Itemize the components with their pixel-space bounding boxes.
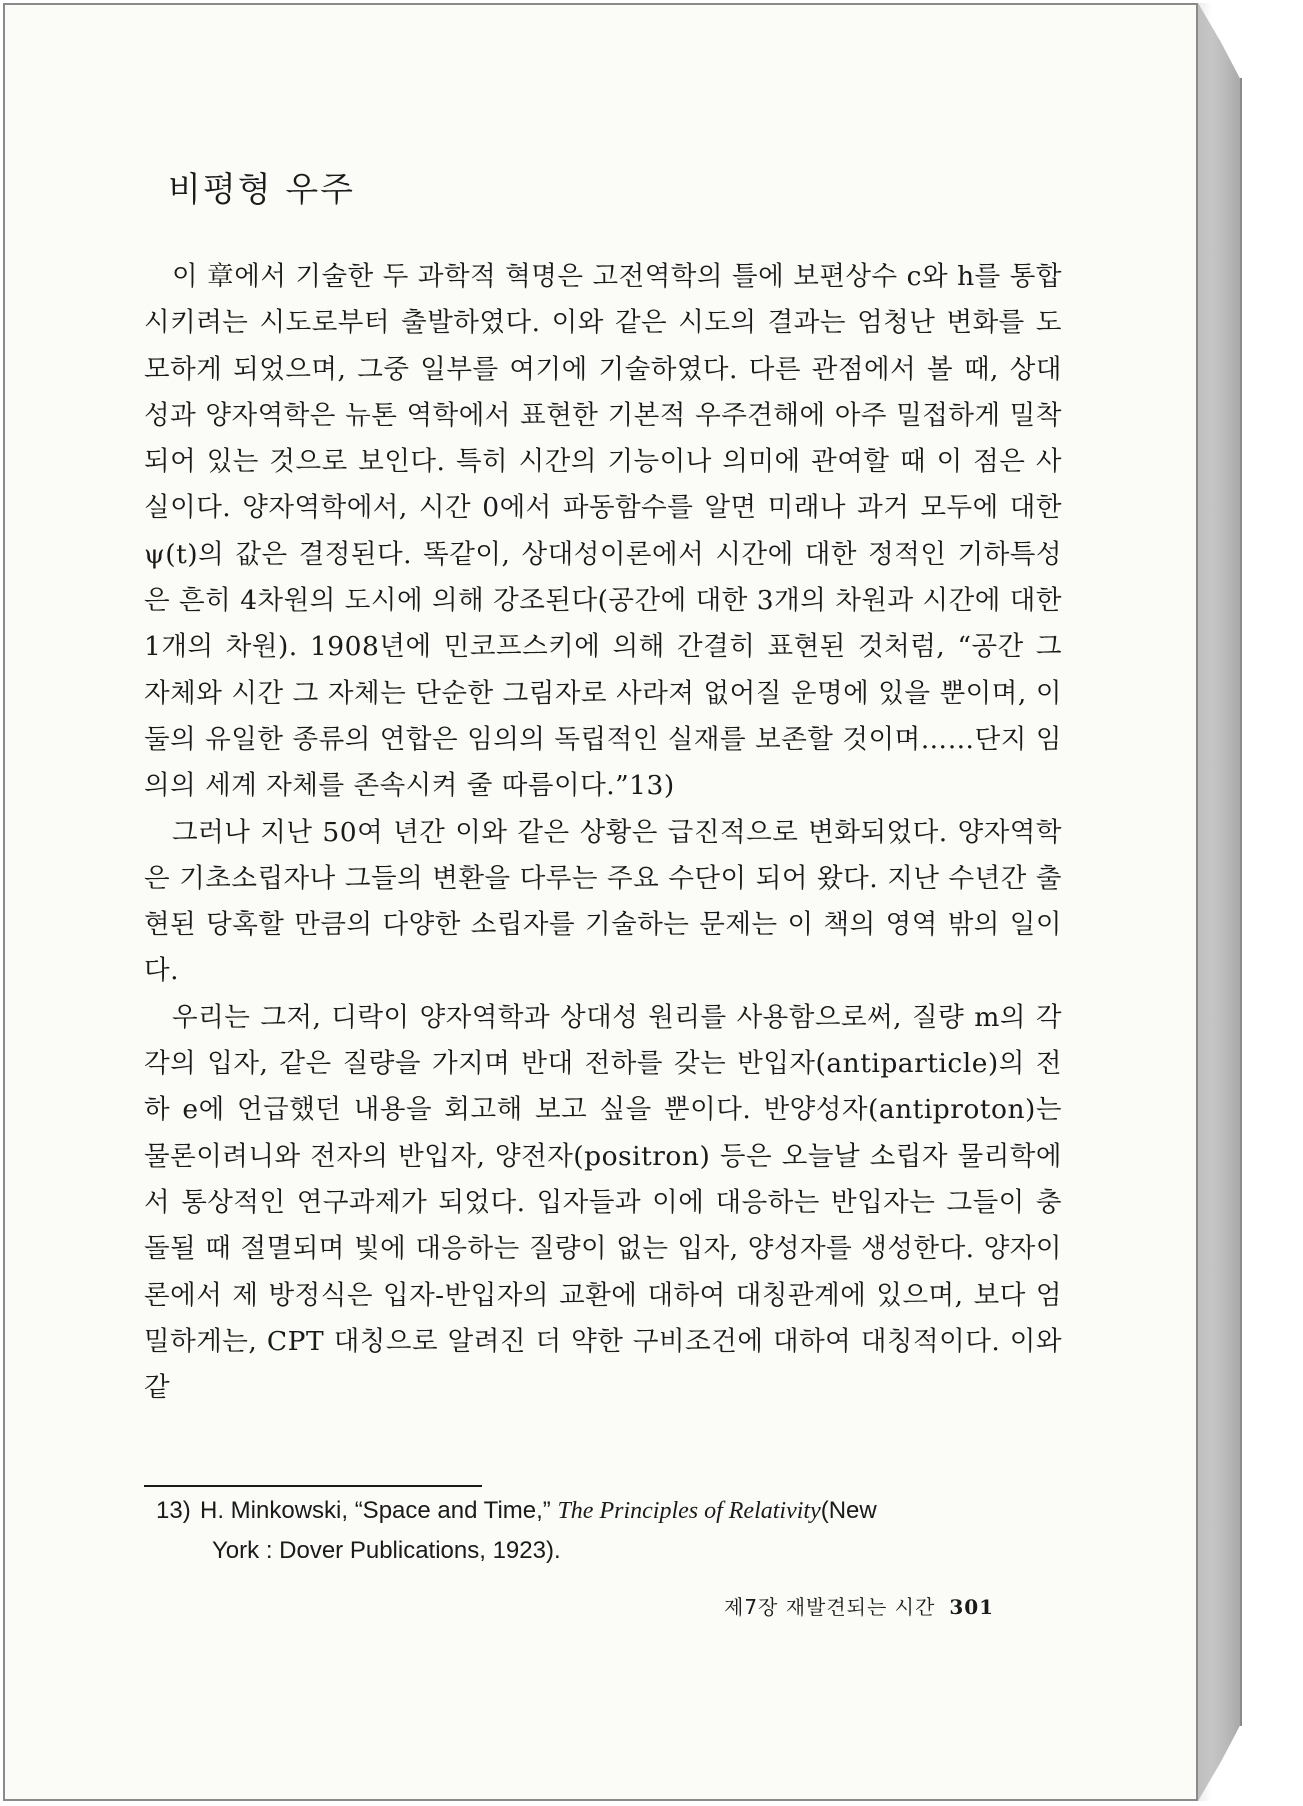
body-text bbox=[144, 254, 1062, 1411]
paragraph-3: 우리는 그저, 디락이 양자역학과 상대성 원리를 사용함으로써, 질량 m의 각각의 입자, 같은 질량을 가지며 반대 전하를 갖는 반입자(antiparticle)의 전하 e에 언급했던 내용을 회고해 보고 싶을 뿐이다. 반양성자(antiproton)는 물론이려니와 전자의 반입자, 양전자(positron) 등은 오늘날 소립자 물리학에서 통상적인 연구과제가 되었다. 입자들과 이에 대응하는 반입자는 그들이 충돌될 때 절멸되며 빛에 대응하는 질량이 없는 입자, 양성자를 생성한다. 양자이론에서 제 방정식은 입자-반입자의 교환에 대하여 대칭관계에 있으며, 보다 엄밀하게는, CPT 대칭으로 알려진 더 약한 구비조건에 대하여 대칭적이다. 이와 같 bbox=[144, 1001, 1062, 1404]
paragraph-2: 그러나 지난 50여 년간 이와 같은 상황은 급진적으로 변화되었다. 양자역학은 기초소립자나 그들의 변환을 다루는 주요 수단이 되어 왔다. 지난 수년간 출현된 당혹할 만큼의 다양한 소립자를 기술하는 문제는 이 책의 영역 밖의 일이다. bbox=[144, 816, 1062, 987]
footnote bbox=[144, 1491, 1064, 1571]
footnote-author-article: H. Minkowski, “Space and Time,” bbox=[200, 1497, 551, 1524]
page-number: 301 bbox=[949, 1595, 995, 1619]
running-footer bbox=[724, 1591, 994, 1620]
footnote-line-2: York : Dover Publications, 1923). bbox=[212, 1537, 561, 1564]
footnote-book-title: The Principles of Relativity bbox=[557, 1498, 821, 1524]
page-edge-shadow bbox=[1198, 3, 1212, 1801]
footnote-rule bbox=[144, 1485, 482, 1487]
footnote-number: 13) bbox=[156, 1497, 191, 1524]
chapter-title: 제7장 재발견되는 시간 bbox=[724, 1595, 936, 1619]
page-edge-line bbox=[1240, 78, 1242, 1726]
paragraph-1: 이 章에서 기술한 두 과학적 혁명은 고전역학의 틀에 보편상수 c와 h를 통합시키려는 시도로부터 출발하였다. 이와 같은 시도의 결과는 엄청난 변화를 도모하게 되었으며, 그중 일부를 여기에 기술하였다. 다른 관점에서 볼 때, 상대성과 양자역학은 뉴톤 역학에서 표현한 기본적 우주견해에 아주 밀접하게 밀착되어 있는 것으로 보인다. 특히 시간의 기능이나 의미에 관여할 때 이 점은 사실이다. 양자역학에서, 시간 0에서 파동함수를 알면 미래나 과거 모두에 대한 ψ(t)의 값은 결정된다. 똑같이, 상대성이론에서 시간에 대한 정적인 기하특성은 흔히 4차원의 도시에 의해 강조된다(공간에 대한 3개의 차원과 시간에 대한 1개의 차원). 1908년에 민코프스키에 의해 간결히 표현된 것처럼, “공간 그 자체와 시간 그 자체는 단순한 그림자로 사라져 없어질 운명에 있을 뿐이며, 이 둘의 유일한 종류의 연합은 임의의 독립적인 실재를 보존할 것이며……단지 임의의 세계 자체를 존속시켜 줄 따름이다.”13) bbox=[144, 261, 1062, 802]
section-heading: 비평형 우주 bbox=[168, 170, 356, 210]
footnote-publisher-start: (New bbox=[820, 1497, 877, 1524]
footnote-line-1 bbox=[144, 1491, 1064, 1531]
